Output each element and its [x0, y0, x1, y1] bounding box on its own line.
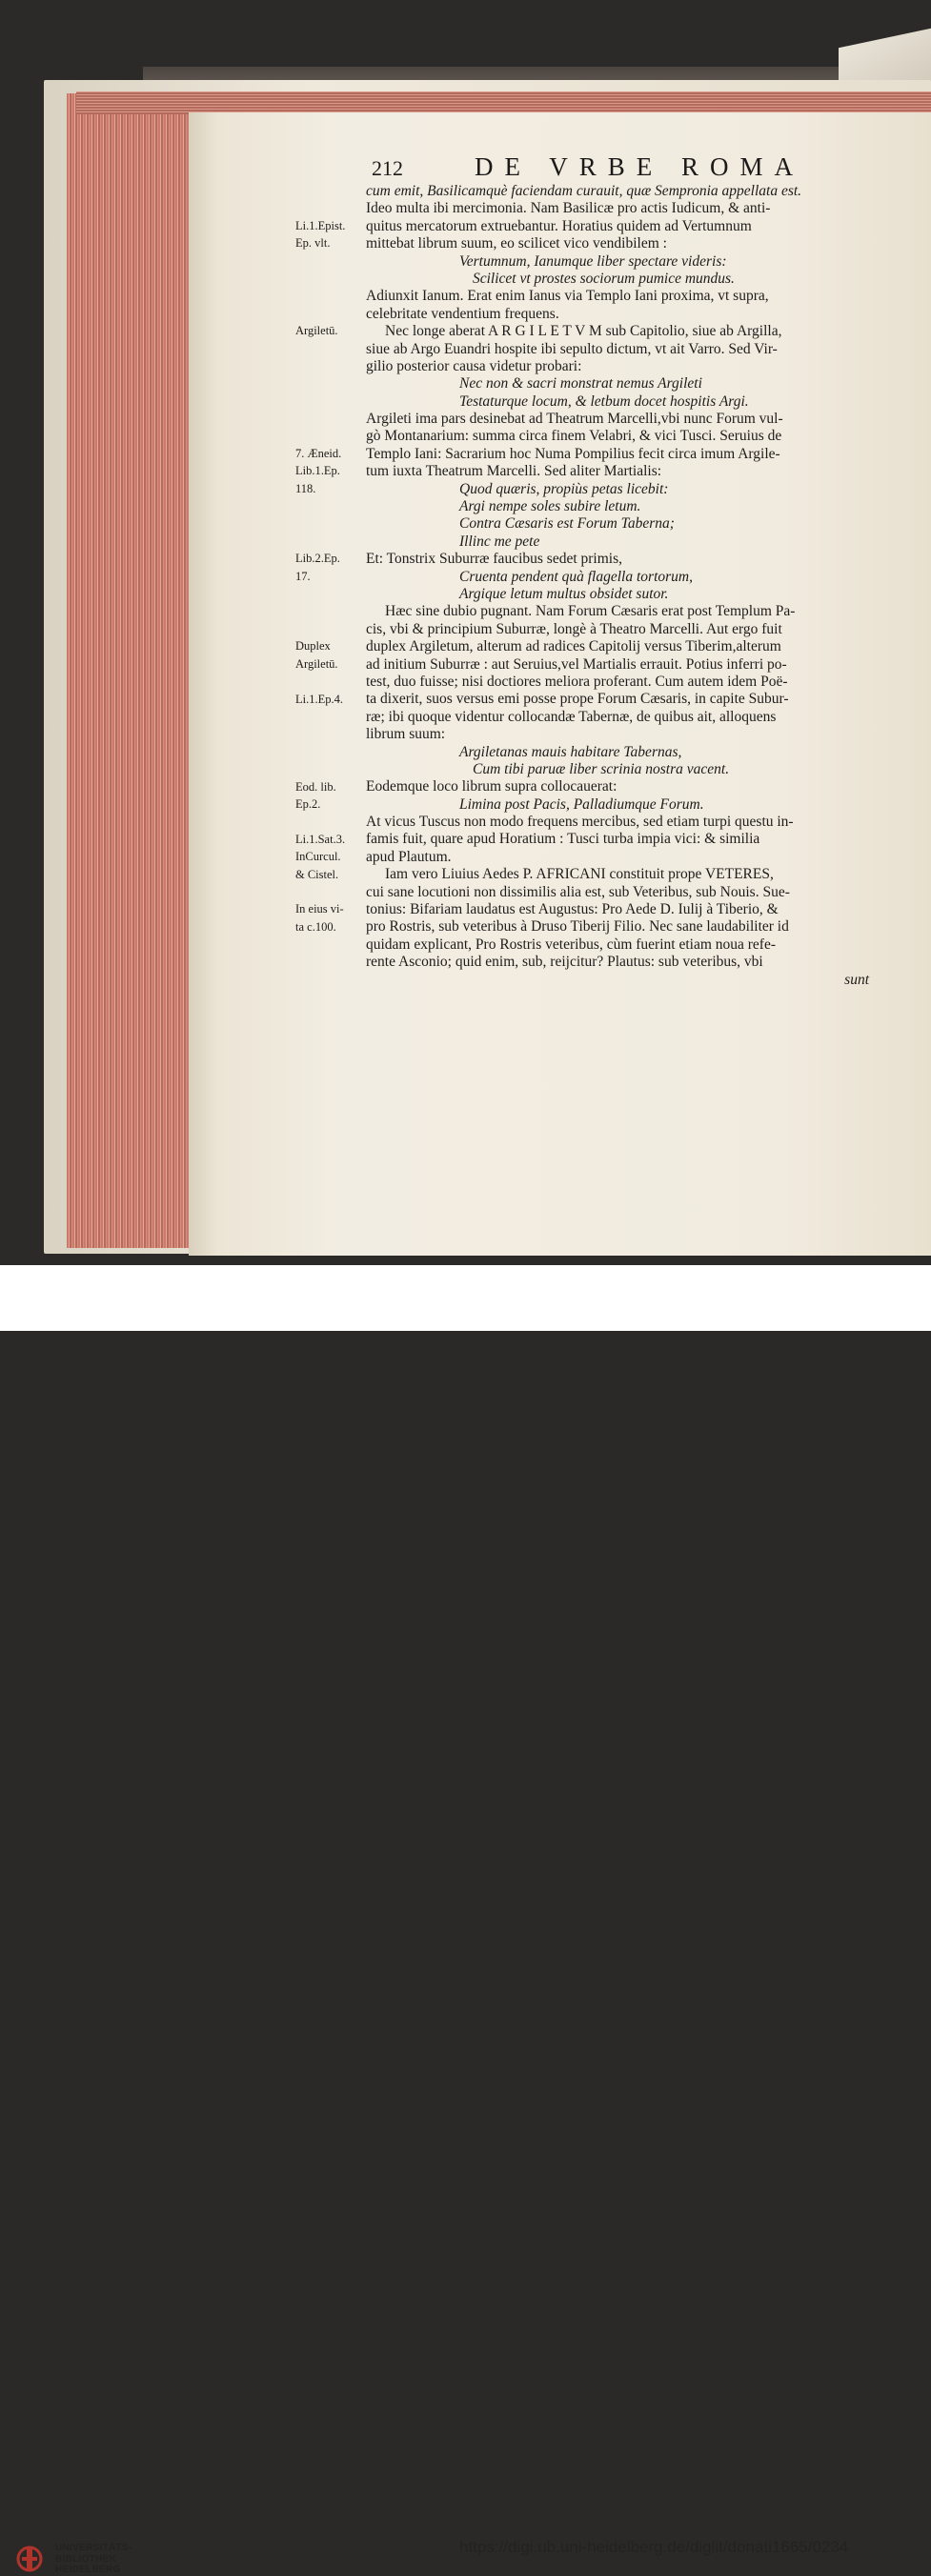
- red-page-edges-top: [76, 91, 931, 114]
- text-line: Et: Tonstrix Suburræ faucibus sedet primis,: [366, 551, 622, 568]
- text-line: Argiletanas mauis habitare Tabernas,: [459, 743, 682, 760]
- text-line: Argileti ima pars desinebat ad Theatrum Marcelli,vbi nunc Forum vul-: [366, 411, 783, 428]
- text-line: librum suum:: [366, 726, 446, 743]
- text-line: Vertumnum, Ianumque liber spectare videris:: [459, 252, 727, 270]
- text-line: Iam vero Liuius Aedes P. AFRICANI constituit prope VETERES,: [385, 866, 774, 883]
- text-line: Nec non & sacri monstrat nemus Argileti: [459, 375, 702, 392]
- margin-note: Argiletū.: [295, 324, 338, 338]
- text-line: apud Plautum.: [366, 848, 452, 865]
- text-line: Illinc me pete: [459, 533, 540, 550]
- text-line: cum emit, Basilicamquè faciendam curauit, quæ Sempronia appellata est.: [366, 183, 802, 199]
- text-line: rente Asconio; quid enim, sub, reijcitur? Plautus: sub veteribus, vbi: [366, 954, 763, 971]
- text-line: ad initium Suburræ : aut Seruius,vel Martialis errauit. Potius inferri po-: [366, 655, 787, 673]
- text-line: ræ; ibi quoque videntur collocandæ Tabernæ, de quibus ait, alloquens: [366, 708, 777, 725]
- text-line: Cum tibi paruæ liber scrinia nostra vacent.: [473, 760, 730, 777]
- text-line: pro Rostris, sub veteribus à Druso Tiberij Filio. Nec sane laudabiliter id: [366, 918, 789, 936]
- text-line: gò Montanarium: summa circa finem Velabri, & vici Tusci. Seruius de: [366, 428, 782, 445]
- text-line: sunt: [844, 971, 869, 988]
- institution-line-3: HEIDELBERG: [55, 2565, 121, 2575]
- text-line: Nec longe aberat A R G I L E T V M sub Capitolio, siue ab Argilla,: [385, 323, 782, 340]
- margin-note: Li.1.Ep.4.: [295, 692, 343, 706]
- text-line: tonius: Bifariam laudatus est Augustus: Pro Aede D. Iulij à Tiberio, &: [366, 901, 779, 918]
- text-line: Adiunxit Ianum. Erat enim Ianus via Templo Iani proxima, vt supra,: [366, 288, 769, 305]
- scan-background: [0, 0, 931, 1265]
- margin-note: Li.1.Sat.3.: [295, 832, 346, 846]
- text-line: cis, vbi & principium Suburræ, longè à Theatro Marcelli. Aut ergo fuit: [366, 620, 782, 637]
- page-number: 212: [372, 156, 403, 180]
- text-line: celebritate vendentium frequens.: [366, 305, 559, 322]
- university-seal-icon: [15, 2542, 44, 2576]
- margin-note: Lib.2.Ep.: [295, 552, 340, 566]
- text-line: quitus mercatorum extruebantur. Horatius quidem ad Vertumnum: [366, 217, 752, 234]
- text-line: gilio posterior causa videtur probari:: [366, 357, 582, 374]
- margin-note: ta c.100.: [295, 919, 336, 934]
- margin-note: & Cistel.: [295, 867, 339, 881]
- text-line: mittebat librum suum, eo scilicet vico vendibilem :: [366, 235, 667, 252]
- text-line: Argique letum multus obsidet sutor.: [459, 585, 669, 602]
- margin-note: 7. Æneid.: [295, 447, 342, 460]
- permalink-url[interactable]: https://digi.ub.uni-heidelberg.de/diglit/donati1665/0234: [459, 2538, 849, 2556]
- margin-note: Li.1.Epist.: [295, 218, 346, 232]
- margin-note: Ep. vlt.: [295, 236, 331, 251]
- margin-note: Lib.1.Ep.: [295, 464, 340, 478]
- text-line: Testaturque locum, & letbum docet hospitis Argi.: [459, 392, 749, 410]
- red-page-edges: [67, 93, 195, 1248]
- margin-note: Argiletū.: [295, 656, 338, 671]
- text-line: famis fuit, quare apud Horatium : Tusci turba impia vici: & similia: [366, 831, 760, 848]
- text-line: Argi nempe soles subire letum.: [459, 498, 641, 515]
- text-line: cui sane locutioni non dissimilis alia est, sub Veteribus, sub Nouis. Sue-: [366, 883, 790, 900]
- running-head: DE VRBE ROMA: [475, 152, 805, 181]
- text-line: Ideo multa ibi mercimonia. Nam Basilicæ pro actis Iudicum, & anti-: [366, 200, 771, 217]
- institution-line-2: BIBLIOTHEK: [55, 2553, 117, 2565]
- text-line: At vicus Tuscus non modo frequens mercibus, sed etiam turpi questu in-: [366, 814, 794, 831]
- text-line: siue ab Argo Euandri hospite ibi sepulto dictum, vt ait Varro. Sed Vir-: [366, 340, 778, 357]
- text-line: Hæc sine dubio pugnant. Nam Forum Cæsaris erat post Templum Pa-: [385, 603, 796, 620]
- institution-name: [55, 2543, 132, 2576]
- text-line: Templo Iani: Sacrarium hoc Numa Pompilius fecit circa imum Argile-: [366, 445, 780, 462]
- body-text: [366, 183, 896, 989]
- text-line: Eodemque loco librum supra collocauerat:: [366, 778, 617, 795]
- margin-note: InCurcul.: [295, 850, 341, 864]
- margin-note: 17.: [295, 569, 311, 583]
- text-line: Cruenta pendent quà flagella tortorum,: [459, 568, 693, 585]
- text-line: Quod quæris, propiùs petas licebit:: [459, 480, 669, 497]
- viewer-footer: [0, 1265, 931, 2575]
- text-line: duplex Argiletum, alterum ad radices Capitolij versus Tiberim,alterum: [366, 638, 781, 655]
- page-header: [372, 152, 905, 185]
- text-line: Limina post Pacis, Palladiumque Forum.: [459, 795, 704, 813]
- margin-note: 118.: [295, 481, 316, 495]
- margin-note: Duplex: [295, 639, 331, 654]
- text-line: Scilicet vt prostes sociorum pumice mundus.: [473, 270, 735, 287]
- text-line: Contra Cæsaris est Forum Taberna;: [459, 515, 675, 533]
- text-line: ta dixerit, suos versus emi posse prope Forum Cæsaris, in capite Subur-: [366, 691, 789, 708]
- margin-note: Ep.2.: [295, 797, 321, 811]
- text-line: test, duo fuisse; nisi doctiores meliora proferant. Cum autem idem Poë-: [366, 673, 788, 690]
- text-line: quidam explicant, Pro Rostris veteribus, cùm fuerint etiam noua refe-: [366, 936, 777, 953]
- margin-note: In eius vi-: [295, 902, 344, 916]
- text-line: tum iuxta Theatrum Marcelli. Sed aliter Martialis:: [366, 463, 662, 480]
- margin-note: Eod. lib.: [295, 779, 336, 794]
- institution-line-1: UNIVERSITÄTS-: [55, 2543, 132, 2553]
